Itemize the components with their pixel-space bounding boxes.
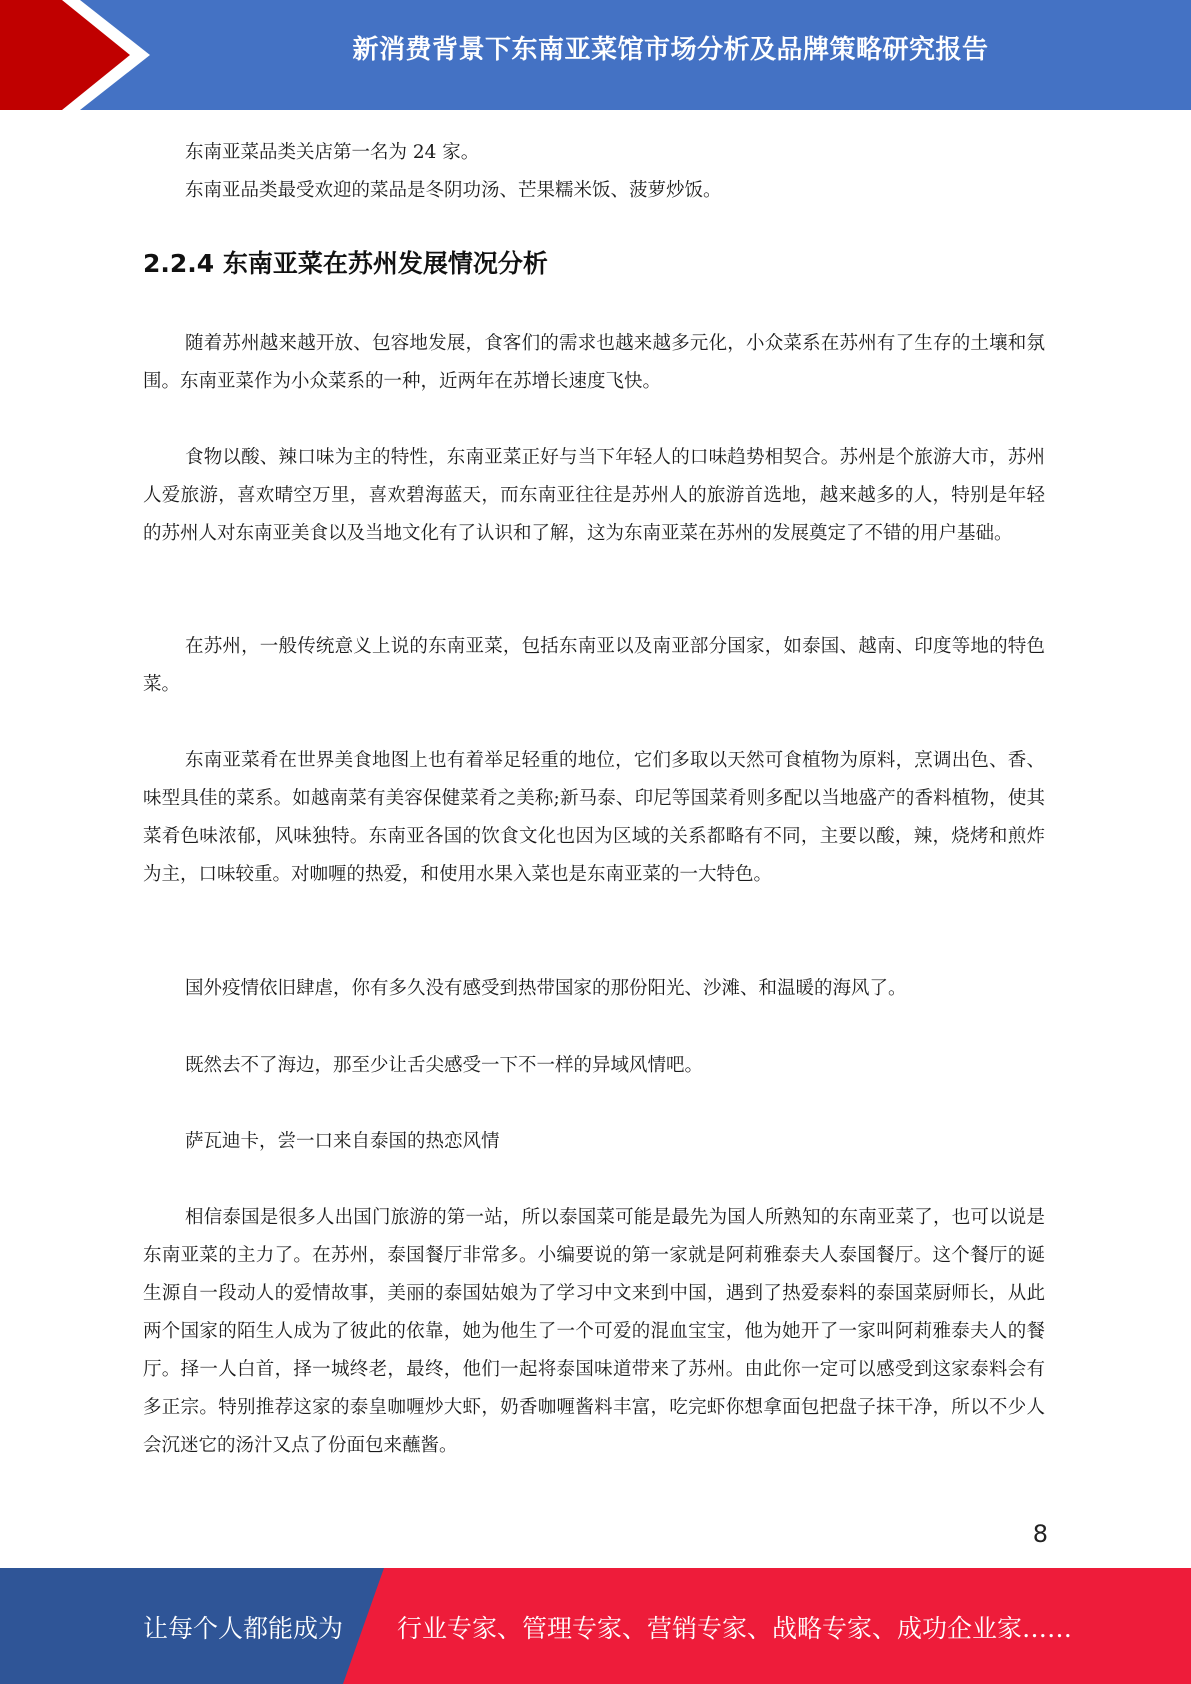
paragraph: 萨瓦迪卡，尝一口来自泰国的热恋风情 [185, 1131, 500, 1152]
report-title: 新消费背景下东南亚菜馆市场分析及品牌策略研究报告 [352, 35, 989, 65]
paragraph: 国外疫情依旧肆虐，你有多久没有感受到热带国家的那份阳光、沙滩、和温暖的海风了。 [185, 978, 907, 999]
footer-slogan-left: 让每个人都能成为 [143, 1614, 344, 1643]
page-number: 8 [1032, 1520, 1048, 1548]
paragraph: 既然去不了海边，那至少让舌尖感受一下不一样的异域风情吧。 [185, 1055, 704, 1076]
paragraph: 东南亚菜肴在世界美食地图上也有着举足轻重的地位，它们多取以天然可食植物为原料，烹调出色、香、味型具佳的菜系。如越南菜有美容保健菜肴之美称;新马泰、印尼等国菜肴则多配以当地盛产的香料植物，使其菜肴色味浓郁，风味独特。东南亚各国的饮食文化也因为区域的关系都略有不同，主要以酸，辣，烧烤和煎炸为主，口味较重。对咖喱的热爱，和使用水果入菜也是东南亚菜的一大特色。 [143, 750, 1045, 885]
header-arrow-decoration [0, 0, 160, 110]
intro-line: 东南亚品类最受欢迎的菜品是冬阴功汤、芒果糯米饭、菠萝炒饭。 [185, 180, 722, 201]
section-heading: 2.2.4 东南亚菜在苏州发展情况分析 [143, 249, 548, 278]
paragraph: 相信泰国是很多人出国门旅游的第一站，所以泰国菜可能是最先为国人所熟知的东南亚菜了，也可以说是东南亚菜的主力了。在苏州，泰国餐厅非常多。小编要说的第一家就是阿莉雅泰夫人泰国餐厅。这个餐厅的诞生源自一段动人的爱情故事，美丽的泰国姑娘为了学习中文来到中国，遇到了热爱泰料的泰国菜厨师长，从此两个国家的陌生人成为了彼此的依靠，她为他生了一个可爱的混血宝宝，他为她开了一家叫阿莉雅泰夫人的餐厅。择一人白首，择一城终老，最终，他们一起将泰国味道带来了苏州。由此你一定可以感受到这家泰料会有多正宗。特别推荐这家的泰皇咖喱炒大虾，奶香咖喱酱料丰富，吃完虾你想拿面包把盘子抹干净，所以不少人会沉迷它的汤汁又点了份面包来蘸酱。 [143, 1207, 1045, 1456]
page-header [0, 0, 1191, 110]
page-footer [0, 1568, 1191, 1684]
paragraph: 食物以酸、辣口味为主的特性，东南亚菜正好与当下年轻人的口味趋势相契合。苏州是个旅游大市，苏州人爱旅游，喜欢晴空万里，喜欢碧海蓝天，而东南亚往往是苏州人的旅游首选地，越来越多的人，特别是年轻的苏州人对东南亚美食以及当地文化有了认识和了解，这为东南亚菜在苏州的发展奠定了不错的用户基础。 [143, 447, 1045, 544]
paragraph: 随着苏州越来越开放、包容地发展，食客们的需求也越来越多元化，小众菜系在苏州有了生存的土壤和氛围。东南亚菜作为小众菜系的一种，近两年在苏增长速度飞快。 [143, 333, 1045, 392]
footer-slogan-right: 行业专家、管理专家、营销专家、战略专家、成功企业家…… [397, 1614, 1073, 1643]
intro-line: 东南亚菜品类关店第一名为 24 家。 [185, 142, 480, 163]
paragraph: 在苏州，一般传统意义上说的东南亚菜，包括东南亚以及南亚部分国家，如泰国、越南、印度等地的特色菜。 [143, 636, 1045, 695]
